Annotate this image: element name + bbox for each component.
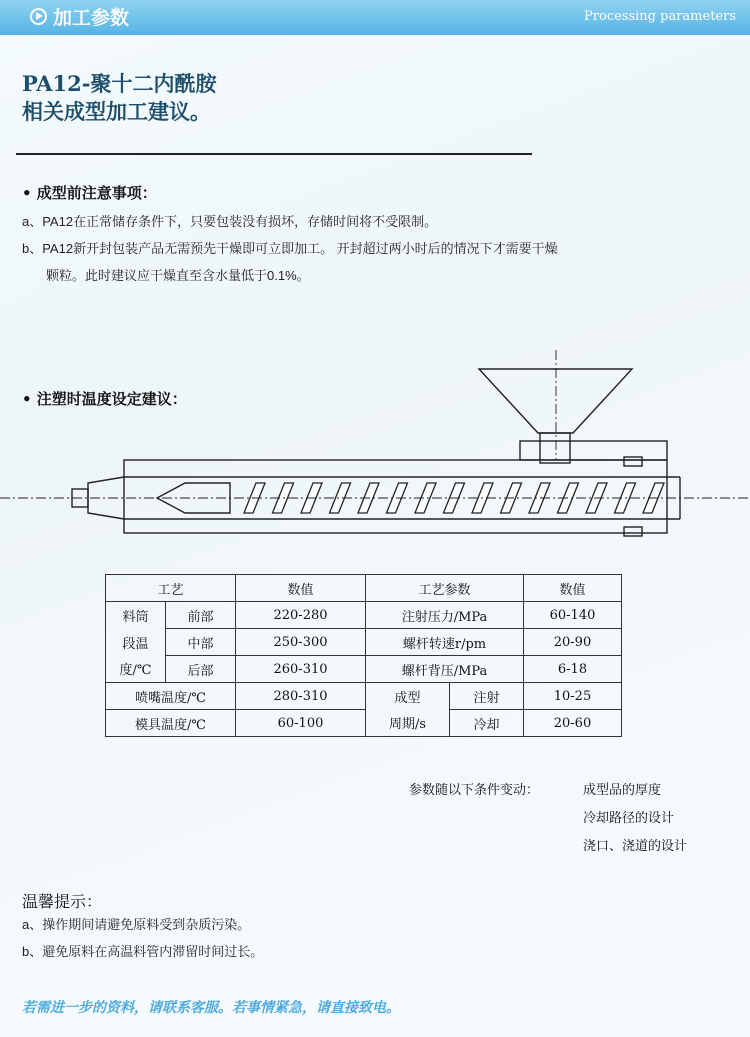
condition-item: 浇口、浇道的设计 [583,838,688,853]
cycle-label-1: 成型 [366,683,450,710]
table-row [106,656,622,683]
barrel-label-2: 段温 [106,629,166,656]
tip-item-a: a、操作期间请避免原料受到杂质污染。 [22,917,251,932]
barrel-label-3: 度/℃ [106,656,166,683]
table-row [106,683,622,710]
injection-pressure-label: 注射压力/MPa [366,602,524,629]
title-divider [16,153,532,155]
cycle-label-2: 周期/s [366,710,450,737]
middle-value: 250-300 [236,629,366,656]
back-pressure-label: 螺杆背压/MPa [366,656,524,683]
table-row [106,710,622,737]
inject-label: 注射 [450,683,524,710]
mold-temp-value: 60-100 [236,710,366,737]
barrel-label-1: 料筒 [106,602,166,629]
front-value: 220-280 [236,602,366,629]
title-line-2: 相关成型加工建议。 [22,99,211,124]
play-circle-icon [30,8,47,25]
header-process: 工艺 [106,575,236,602]
conditions-label: 参数随以下条件变动： [409,782,540,797]
nozzle-temp-label: 喷嘴温度/℃ [106,683,236,710]
table-header-row [106,575,622,602]
pre-molding-item-b-cont: 颗粒。此时建议应干燥直至含水量低于0.1%。 [46,268,310,283]
tip-item-b: b、避免原料在高温料管内滞留时间过长。 [22,944,264,959]
front-label: 前部 [166,602,236,629]
middle-label: 中部 [166,629,236,656]
hopper-icon [479,350,632,463]
title-line-1: PA12-聚十二内酰胺 [22,71,217,96]
page-title [22,70,217,126]
section-tag-label: 加工参数 [53,7,130,29]
tips-list [22,911,263,965]
processing-parameter-table [105,574,622,737]
section-tag [30,4,129,29]
pre-molding-item-b: b、PA12新开封包装产品无需预先干燥即可立即加工。 开封超过两小时后的情况下才需要干燥 [22,241,558,256]
contact-footer: 若需进一步的资料，请联系客服。若事情紧急，请直接致电。 [22,999,400,1015]
cool-value: 20-60 [524,710,622,737]
screw-speed-label: 螺杆转速r/pm [366,629,524,656]
table-row [106,602,622,629]
injection-screw-diagram [0,340,750,560]
inject-value: 10-25 [524,683,622,710]
rear-label: 后部 [166,656,236,683]
rear-value: 260-310 [236,656,366,683]
header-value: 数值 [236,575,366,602]
cool-label: 冷却 [450,710,524,737]
screw-speed-value: 20-90 [524,629,622,656]
table-row [106,629,622,656]
pre-molding-heading: • 成型前注意事项： [22,184,157,202]
pre-molding-notes [22,208,558,289]
injection-pressure-value: 60-140 [524,602,622,629]
condition-item: 成型品的厚度 [583,782,662,797]
tips-heading: 温馨提示： [22,892,103,911]
mold-temp-label: 模具温度/℃ [106,710,236,737]
header-bar [0,0,750,35]
temperature-heading: • 注塑时温度设定建议： [22,390,187,408]
nozzle-temp-value: 280-310 [236,683,366,710]
header-value-2: 数值 [524,575,622,602]
condition-item: 冷却路径的设计 [583,810,675,825]
pre-molding-item-a: a、PA12在正常储存条件下，只要包装没有损坏，存储时间将不受限制。 [22,214,438,229]
header-english-title: Processing parameters [584,9,736,24]
header-params: 工艺参数 [366,575,524,602]
back-pressure-value: 6-18 [524,656,622,683]
